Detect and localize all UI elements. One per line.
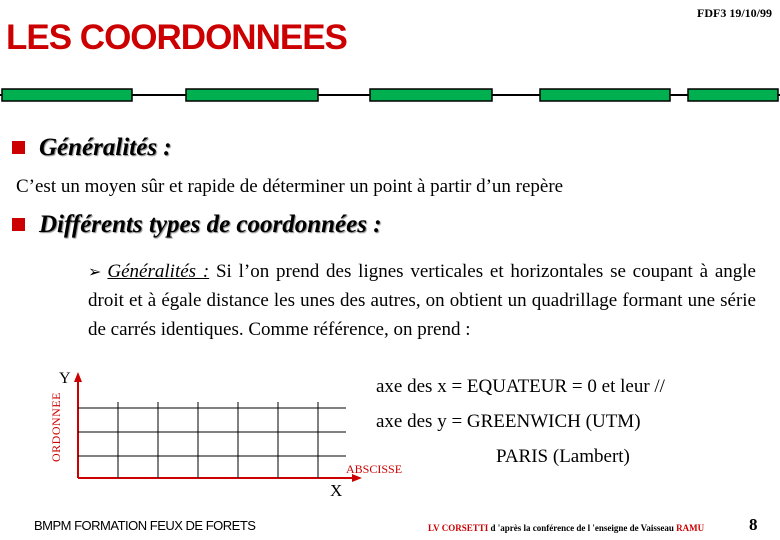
reference-line-x: axe des x = EQUATEUR = 0 et leur //	[376, 376, 665, 397]
square-bullet-icon	[12, 218, 25, 231]
section-heading-generalites	[12, 134, 172, 162]
footer-left: BMPM FORMATION FEUX DE FORETS	[34, 518, 256, 533]
x-axis-label: X	[330, 481, 343, 500]
footer-credit: d 'après la conférence de l 'enseigne de Vaisseau	[490, 523, 674, 533]
intro-text: C’est un moyen sûr et rapide de déterminer un point à partir d’un repère	[16, 176, 564, 197]
footer-author: LV CORSETTI	[428, 523, 489, 533]
page-number: 8	[749, 515, 758, 534]
reference-line-y: axe des y = GREENWICH (UTM)	[376, 411, 641, 432]
paragraph-body: Si l’on prend des lignes verticales et horizontales se coupant à angle droit et à égale distance les unes des autres, on obtient un quadrillage formant une série de carrés identiques. Comme référence, on prend :	[88, 261, 756, 340]
generalites-paragraph	[88, 257, 756, 344]
arrow-bullet-icon: ➢	[88, 262, 102, 281]
section-heading-text: Généralités :	[39, 134, 172, 161]
section-heading-text: Différents types de coordonnées :	[39, 211, 382, 238]
paragraph-lead: Généralités :	[107, 261, 210, 282]
slide-title: LES COORDONNEES	[6, 18, 347, 57]
footer-right	[428, 523, 704, 533]
footer-name: RAMU	[676, 523, 705, 533]
section-heading-types	[12, 211, 382, 239]
abscisse-label: ABSCISSE	[346, 462, 403, 476]
ordonnee-label: ORDONNEE	[49, 392, 63, 462]
coordinate-grid	[62, 372, 362, 484]
slide-reference: FDF3 19/10/99	[697, 6, 772, 20]
square-bullet-icon	[12, 141, 25, 154]
decorative-bar	[0, 86, 780, 104]
y-axis-label: Y	[59, 370, 71, 387]
reference-line-paris: PARIS (Lambert)	[496, 446, 630, 467]
